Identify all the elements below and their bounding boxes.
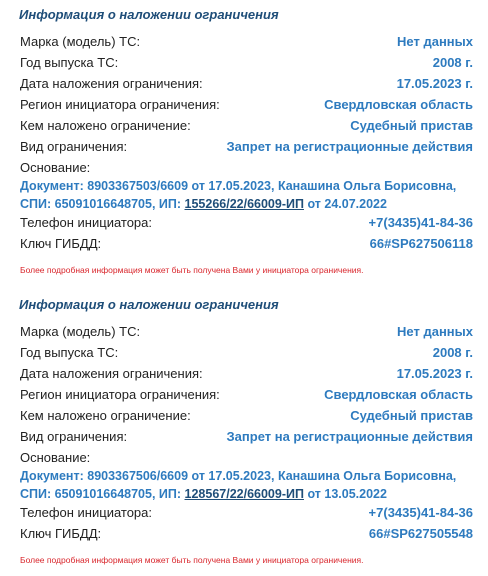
info-row-region	[20, 385, 473, 405]
row-label: Ключ ГИБДД:	[20, 526, 102, 541]
row-value: 17.05.2023 г.	[396, 366, 473, 381]
row-label: Марка (модель) ТС:	[20, 34, 141, 49]
case-number-link[interactable]: 155266/22/66009-ИП	[184, 197, 304, 211]
row-label: Дата наложения ограничения:	[20, 76, 203, 91]
row-label: Ключ ГИБДД:	[20, 236, 102, 251]
row-label: Регион инициатора ограничения:	[20, 387, 220, 402]
key-value: 66#SP627506118	[369, 236, 473, 251]
info-row-issuer	[20, 116, 473, 136]
row-label: Телефон инициатора:	[20, 505, 153, 520]
case-number-link[interactable]: 128567/22/66009-ИП	[184, 487, 304, 501]
info-note: Более подробная информация может быть получена Вами у инициатора ограничения.	[20, 555, 364, 565]
basis-line-document: Документ: 8903367506/6609 от 17.05.2023, Канашина Ольга Борисовна,	[20, 469, 457, 483]
key-value: 66#SP627505548	[368, 526, 473, 541]
row-value: Нет данных	[397, 324, 473, 339]
basis-case-prefix: СПИ: 65091016648705, ИП:	[20, 487, 185, 501]
row-label: Год выпуска ТС:	[20, 345, 119, 360]
row-label: Телефон инициатора:	[20, 215, 153, 230]
basis-line-document: Документ: 8903367503/6609 от 17.05.2023, Канашина Ольга Борисовна,	[20, 179, 457, 193]
row-value: Нет данных	[397, 34, 473, 49]
phone-value: +7(3435)41-84-36	[368, 505, 473, 520]
info-row-issuer	[20, 406, 473, 426]
row-value: 2008 г.	[432, 345, 473, 360]
basis-line-case	[20, 484, 480, 504]
row-value: 2008 г.	[432, 55, 473, 70]
info-row-model	[20, 322, 473, 342]
row-label: Год выпуска ТС:	[20, 55, 119, 70]
info-row-region	[20, 95, 473, 115]
row-label: Вид ограничения:	[20, 429, 128, 444]
row-value: Запрет на регистрационные действия	[226, 429, 473, 444]
row-label: Кем наложено ограничение:	[20, 408, 191, 423]
info-row-year	[20, 343, 473, 363]
row-value: Запрет на регистрационные действия	[226, 139, 473, 154]
basis-line-case	[20, 194, 480, 214]
basis-case-suffix: от 13.05.2022	[303, 487, 387, 501]
info-row-phone	[20, 213, 473, 233]
phone-value: +7(3435)41-84-36	[368, 215, 473, 230]
info-row-type	[20, 427, 473, 447]
row-value: Свердловская область	[324, 387, 473, 402]
row-label: Регион инициатора ограничения:	[20, 97, 220, 112]
row-label: Дата наложения ограничения:	[20, 366, 203, 381]
info-row-type	[20, 137, 473, 157]
info-row-key	[20, 234, 473, 254]
info-row-date	[20, 364, 473, 384]
row-value: Судебный пристав	[350, 118, 473, 133]
info-row-year	[20, 53, 473, 73]
section-heading: Информация о наложении ограничения	[19, 7, 279, 22]
info-row-key	[20, 524, 473, 544]
basis-case-suffix: от 24.07.2022	[303, 197, 387, 211]
section-heading: Информация о наложении ограничения	[19, 297, 279, 312]
row-value: 17.05.2023 г.	[396, 76, 473, 91]
row-label: Кем наложено ограничение:	[20, 118, 191, 133]
info-row-model	[20, 32, 473, 52]
basis-label: Основание:	[20, 160, 91, 175]
row-label: Марка (модель) ТС:	[20, 324, 141, 339]
basis-label: Основание:	[20, 450, 91, 465]
row-value: Судебный пристав	[350, 408, 473, 423]
info-row-phone	[20, 503, 473, 523]
row-value: Свердловская область	[324, 97, 473, 112]
row-label: Вид ограничения:	[20, 139, 128, 154]
info-row-date	[20, 74, 473, 94]
info-note: Более подробная информация может быть получена Вами у инициатора ограничения.	[20, 265, 364, 275]
basis-case-prefix: СПИ: 65091016648705, ИП:	[20, 197, 185, 211]
